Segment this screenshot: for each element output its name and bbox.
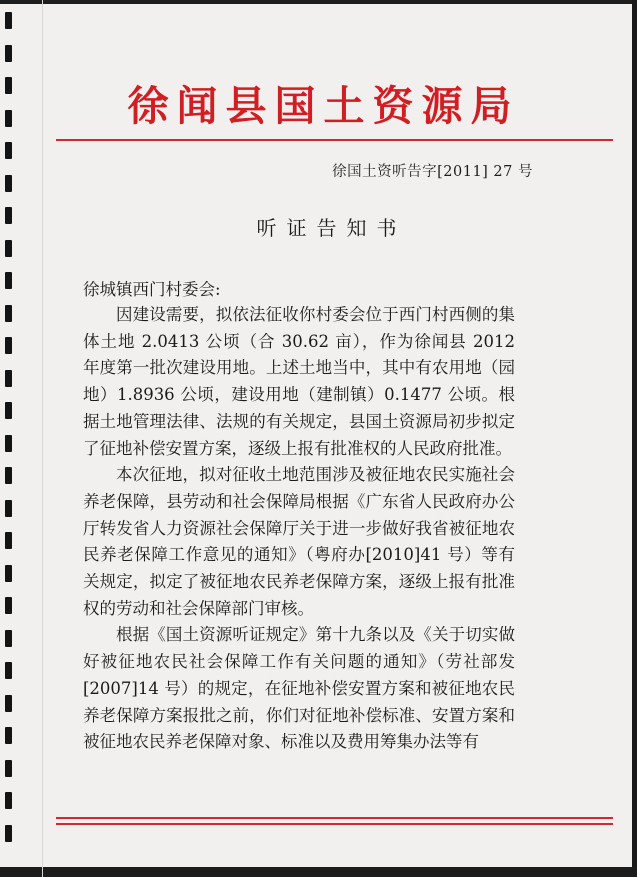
binding-hole — [5, 565, 12, 582]
binding-hole — [5, 500, 12, 517]
binding-hole — [5, 370, 12, 387]
binding-hole — [5, 662, 12, 679]
binding-hole — [5, 597, 12, 614]
scan-edge-bottom — [0, 867, 637, 877]
letterhead-title: 徐闻县国土资源局 — [127, 82, 520, 130]
binding-hole — [5, 825, 12, 842]
binding-hole — [5, 337, 12, 354]
footer-rule-bottom — [56, 823, 613, 825]
scan-edge-top — [0, 0, 637, 4]
binding-hole — [5, 142, 12, 159]
binding-hole — [5, 792, 12, 809]
document-body — [83, 302, 515, 756]
binding-hole — [5, 45, 12, 62]
binding-hole — [5, 630, 12, 647]
binding-hole — [5, 532, 12, 549]
letterhead-rule — [56, 139, 613, 141]
body-paragraph: 本次征地，拟对征收土地范围涉及被征地农民实施社会养老保障，县劳动和社会保障局根据《广东省人民政府办公厅转发省人力资源社会保障厅关于进一步做好我省被征地农民养老保障工作意见的通知》（粤府办[2010]41 号）等有关规定，拟定了被征地农民养老保障方案，逐级上报有批准权的劳动和社会保障部门审核。 — [83, 465, 515, 618]
binding-hole — [5, 272, 12, 289]
binding-hole — [5, 695, 12, 712]
binding-hole — [5, 727, 12, 744]
footer-rule-top — [56, 817, 613, 819]
binding-hole — [5, 467, 12, 484]
binding-hole — [5, 435, 12, 452]
binding-hole — [5, 12, 12, 29]
recipient-line: 徐城镇西门村委会: — [83, 280, 221, 299]
body-paragraph: 因建设需要，拟依法征收你村委会位于西门村西侧的集体土地 2.0413 公顷（合 30.62 亩），作为徐闻县 2012 年度第一批次建设用地。上述土地当中，其中有农用地（园地）1.8936 公顷，建设用地（建制镇）0.1477 公顷。根据土地管理法律、法规的有关规定，县国土资源局初步拟定了征地补偿安置方案，逐级上报有批准权的人民政府批准。 — [83, 305, 515, 458]
binding-hole — [5, 402, 12, 419]
body-paragraph: 根据《国土资源听证规定》第十九条以及《关于切实做好被征地农民社会保障工作有关问题的通知》（劳社部发[2007]14 号）的规定，在征地补偿安置方案和被征地农民养老保障方案报批之前，你们对征地补偿标准、安置方案和被征地农民养老保障对象、标准以及费用筹集办法等有 — [83, 625, 515, 752]
binding-hole — [5, 175, 12, 192]
document-number: 徐国土资听告字[2011] 27 号 — [332, 164, 533, 180]
document-heading: 听证告知书 — [256, 216, 407, 240]
binding-hole — [5, 760, 12, 777]
binding-hole — [5, 305, 12, 322]
binding-hole — [5, 240, 12, 257]
